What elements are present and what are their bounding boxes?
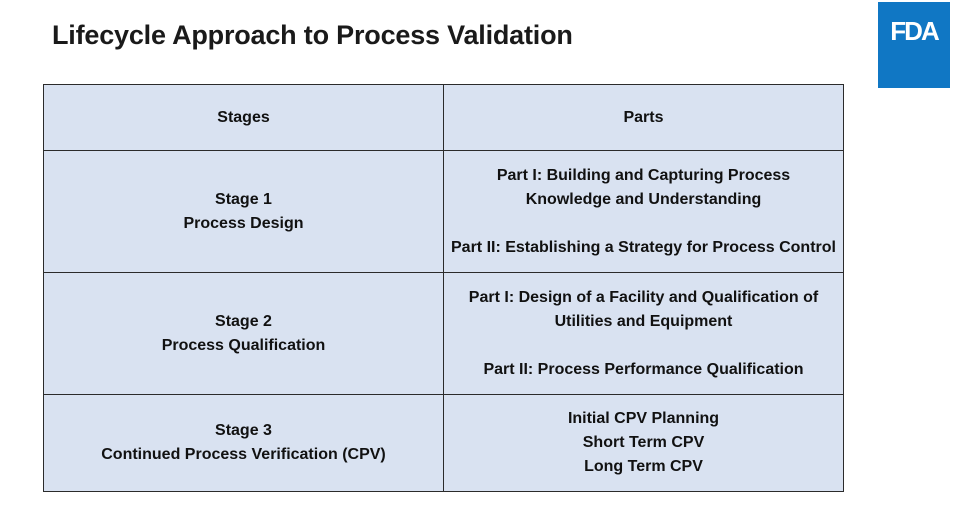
stage-cell	[44, 151, 444, 273]
part-line: Part I: Building and Capturing Process	[496, 166, 791, 184]
stage-name: Continued Process Verification (CPV)	[101, 446, 386, 463]
stage-cell	[44, 395, 444, 492]
part-line: Long Term CPV	[584, 458, 703, 475]
lifecycle-table	[43, 84, 844, 492]
parts-cell	[444, 273, 844, 395]
slide-title: Lifecycle Approach to Process Validation	[52, 20, 573, 50]
part-line: Initial CPV Planning	[567, 410, 720, 427]
fda-logo-text: FDA	[890, 16, 938, 46]
stage-number: Stage 3	[215, 422, 272, 439]
stage-name: Process Design	[183, 214, 304, 232]
header-parts: Parts	[444, 85, 844, 151]
fda-logo	[878, 2, 950, 88]
header-stages: Stages	[44, 85, 444, 151]
part-line: Utilities and Equipment	[554, 312, 733, 330]
stage-number: Stage 2	[215, 312, 272, 330]
stage-name: Process Qualification	[161, 336, 326, 354]
stage-number: Stage 1	[215, 190, 272, 208]
table-header-row	[44, 85, 844, 151]
part-line: Part II: Process Performance Qualification	[483, 360, 804, 378]
part-line: Part I: Design of a Facility and Qualification of	[468, 288, 819, 306]
part-line: Knowledge and Understanding	[525, 190, 762, 208]
parts-cell	[444, 151, 844, 273]
parts-cell	[444, 395, 844, 492]
stage-cell	[44, 273, 444, 395]
table-row	[44, 273, 844, 395]
part-line: Part II: Establishing a Strategy for Process Control	[451, 238, 836, 256]
table-row	[44, 395, 844, 492]
part-line: Short Term CPV	[582, 434, 705, 451]
table-row	[44, 151, 844, 273]
